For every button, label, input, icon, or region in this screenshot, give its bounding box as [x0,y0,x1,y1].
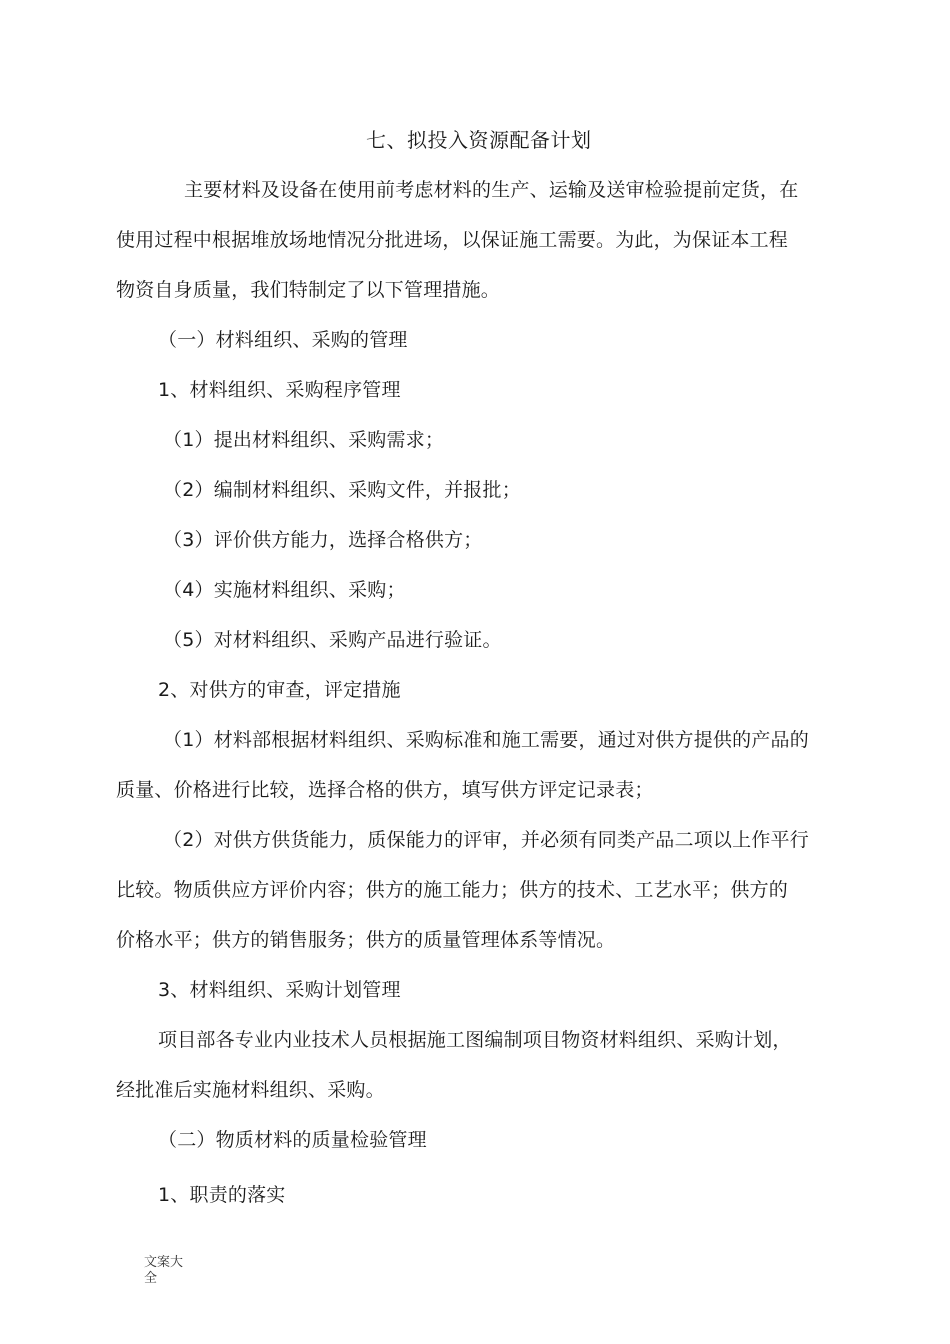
page-footer: 文案大全 [144,1255,184,1286]
list-item: （2）对供方供货能力，质保能力的评审，并必须有同类产品二项以上作平行 [163,829,809,851]
list-item: （2）编制材料组织、采购文件，并报批； [163,479,521,501]
paragraph-line: 价格水平；供方的销售服务；供方的质量管理体系等情况。 [116,929,616,951]
paragraph-line: 质量、价格进行比较，选择合格的供方，填写供方评定记录表； [116,779,654,801]
subsection-heading: 1、职责的落实 [158,1184,286,1206]
paragraph-line: 经批准后实施材料组织、采购。 [116,1079,385,1101]
paragraph-line: 使用过程中根据堆放场地情况分批进场，以保证施工需要。为此，为保证本工程 [116,229,789,251]
subsection-heading: 1、材料组织、采购程序管理 [158,379,401,401]
paragraph-line: 物资自身质量，我们特制定了以下管理措施。 [116,279,501,301]
document-title: 七、拟投入资源配备计划 [366,128,592,152]
section-heading: （一）材料组织、采购的管理 [158,329,408,351]
subsection-heading: 2、对供方的审查，评定措施 [158,679,401,701]
subsection-heading: 3、材料组织、采购计划管理 [158,979,401,1001]
section-heading: （二）物质材料的质量检验管理 [158,1129,427,1151]
list-item: （1）材料部根据材料组织、采购标准和施工需要，通过对供方提供的产品的 [163,729,809,751]
list-item: （1）提出材料组织、采购需求； [163,429,445,451]
paragraph-line: 项目部各专业内业技术人员根据施工图编制项目物资材料组织、采购计划， [158,1029,792,1051]
list-item: （5）对材料组织、采购产品进行验证。 [163,629,502,651]
list-item: （4）实施材料组织、采购； [163,579,406,601]
paragraph-line: 主要材料及设备在使用前考虑材料的生产、运输及送审检验提前定货，在 [184,179,799,201]
paragraph-line: 比较。物质供应方评价内容；供方的施工能力；供方的技术、工艺水平；供方的 [116,879,789,901]
list-item: （3）评价供方能力，选择合格供方； [163,529,483,551]
